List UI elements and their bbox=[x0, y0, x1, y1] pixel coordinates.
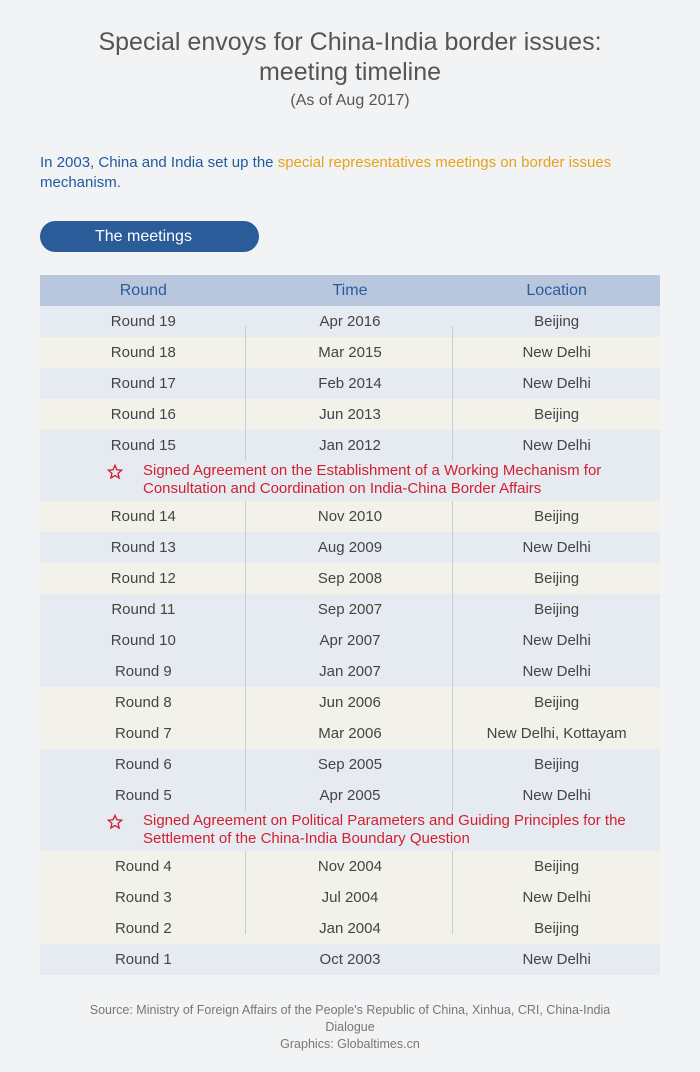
cell-location: New Delhi bbox=[522, 787, 591, 804]
page-title bbox=[0, 27, 700, 87]
table-row bbox=[40, 718, 660, 749]
table-header bbox=[40, 275, 660, 306]
column-header-location: Location bbox=[526, 282, 587, 299]
title-line-1: Special envoys for China-India border issues: bbox=[98, 28, 602, 56]
cell-time: Mar 2015 bbox=[318, 344, 382, 361]
cell-location: New Delhi bbox=[522, 344, 591, 361]
cell-time: Sep 2005 bbox=[317, 756, 383, 773]
table-row bbox=[40, 851, 660, 882]
cell-round: Round 7 bbox=[114, 725, 172, 742]
cell-time: Sep 2007 bbox=[317, 601, 383, 618]
title-line-2: meeting timeline bbox=[258, 58, 442, 86]
intro-text-before: In 2003, China and India set up the bbox=[40, 154, 278, 171]
cell-round: Round 3 bbox=[114, 889, 172, 906]
table-row bbox=[40, 399, 660, 430]
agreement-note-text bbox=[143, 812, 663, 848]
table-row bbox=[40, 913, 660, 944]
cell-round: Round 9 bbox=[114, 663, 172, 680]
table-row bbox=[40, 687, 660, 718]
source-line-1: Source: Ministry of Foreign Affairs of the People's Republic of China, Xinhua, CRI, China-India bbox=[89, 1003, 611, 1017]
cell-time: Nov 2010 bbox=[317, 508, 383, 525]
cell-location: New Delhi bbox=[522, 889, 591, 906]
cell-location: Beijing bbox=[534, 694, 580, 711]
table-row bbox=[40, 944, 660, 975]
cell-time: Aug 2009 bbox=[317, 539, 383, 556]
cell-round: Round 13 bbox=[110, 539, 176, 556]
cell-time: Feb 2014 bbox=[318, 375, 382, 392]
table-row bbox=[40, 368, 660, 399]
intro-text bbox=[40, 153, 670, 193]
cell-location: Beijing bbox=[534, 756, 580, 773]
source-line-2: Dialogue bbox=[325, 1020, 375, 1034]
cell-location: New Delhi, Kottayam bbox=[486, 725, 627, 742]
cell-time: Jan 2004 bbox=[319, 920, 381, 937]
cell-round: Round 6 bbox=[114, 756, 172, 773]
meetings-table bbox=[40, 275, 660, 975]
cell-time: Nov 2004 bbox=[317, 858, 383, 875]
section-label-pill: The meetings bbox=[40, 221, 259, 252]
cell-location: New Delhi bbox=[522, 375, 591, 392]
cell-round: Round 18 bbox=[110, 344, 176, 361]
table-body bbox=[40, 306, 660, 975]
cell-location: New Delhi bbox=[522, 663, 591, 680]
agreement-note bbox=[40, 461, 660, 501]
agreement-note bbox=[40, 811, 660, 851]
cell-location: New Delhi bbox=[522, 951, 591, 968]
cell-location: New Delhi bbox=[522, 539, 591, 556]
agreement-note-line: Signed Agreement on Political Parameters and Guiding Principles for the bbox=[143, 812, 626, 829]
cell-location: Beijing bbox=[534, 920, 580, 937]
agreement-note-line: Signed Agreement on the Establishment of a Working Mechanism for bbox=[143, 462, 602, 479]
star-icon bbox=[107, 814, 123, 830]
table-row bbox=[40, 430, 660, 461]
column-header-round: Round bbox=[119, 282, 167, 299]
cell-time: Sep 2008 bbox=[317, 570, 383, 587]
cell-location: Beijing bbox=[534, 570, 580, 587]
intro-highlight: special representatives meetings on border issues bbox=[277, 154, 612, 171]
cell-location: New Delhi bbox=[522, 632, 591, 649]
cell-time: Jun 2006 bbox=[319, 694, 381, 711]
table-row bbox=[40, 306, 660, 337]
intro-text-after: mechanism. bbox=[40, 174, 121, 191]
cell-location: Beijing bbox=[534, 858, 580, 875]
table-row bbox=[40, 656, 660, 687]
cell-round: Round 19 bbox=[110, 313, 176, 330]
table-row bbox=[40, 594, 660, 625]
cell-round: Round 1 bbox=[114, 951, 172, 968]
agreement-note-text bbox=[143, 462, 663, 498]
cell-round: Round 14 bbox=[110, 508, 176, 525]
cell-round: Round 17 bbox=[110, 375, 176, 392]
cell-round: Round 2 bbox=[114, 920, 172, 937]
cell-location: Beijing bbox=[534, 601, 580, 618]
cell-time: Apr 2007 bbox=[319, 632, 381, 649]
cell-time: Oct 2003 bbox=[319, 951, 381, 968]
table-row bbox=[40, 882, 660, 913]
cell-time: Jun 2013 bbox=[319, 406, 381, 423]
cell-time: Mar 2006 bbox=[318, 725, 382, 742]
cell-round: Round 11 bbox=[111, 601, 176, 618]
cell-location: New Delhi bbox=[522, 437, 591, 454]
table-row bbox=[40, 780, 660, 811]
cell-time: Jan 2012 bbox=[319, 437, 381, 454]
table-row bbox=[40, 625, 660, 656]
cell-time: Apr 2016 bbox=[319, 313, 381, 330]
cell-location: Beijing bbox=[534, 508, 580, 525]
table-row bbox=[40, 532, 660, 563]
agreement-note-line: Settlement of the China-India Boundary Question bbox=[143, 830, 470, 847]
cell-round: Round 4 bbox=[114, 858, 172, 875]
cell-round: Round 12 bbox=[110, 570, 176, 587]
page-subtitle: (As of Aug 2017) bbox=[290, 92, 410, 109]
cell-round: Round 8 bbox=[114, 694, 172, 711]
cell-time: Jan 2007 bbox=[319, 663, 381, 680]
table-row bbox=[40, 337, 660, 368]
graphics-credit: Graphics: Globaltimes.cn bbox=[280, 1037, 420, 1051]
cell-round: Round 5 bbox=[114, 787, 172, 804]
cell-location: Beijing bbox=[534, 313, 580, 330]
table-row bbox=[40, 563, 660, 594]
table-row bbox=[40, 749, 660, 780]
table-row bbox=[40, 501, 660, 532]
cell-round: Round 15 bbox=[110, 437, 176, 454]
column-header-time: Time bbox=[332, 282, 368, 299]
cell-location: Beijing bbox=[534, 406, 580, 423]
agreement-note-line: Consultation and Coordination on India-China Border Affairs bbox=[143, 480, 542, 497]
source-footer bbox=[40, 1002, 660, 1053]
cell-time: Jul 2004 bbox=[321, 889, 379, 906]
cell-round: Round 16 bbox=[110, 406, 176, 423]
star-icon bbox=[107, 464, 123, 480]
cell-round: Round 10 bbox=[110, 632, 176, 649]
cell-time: Apr 2005 bbox=[319, 787, 381, 804]
